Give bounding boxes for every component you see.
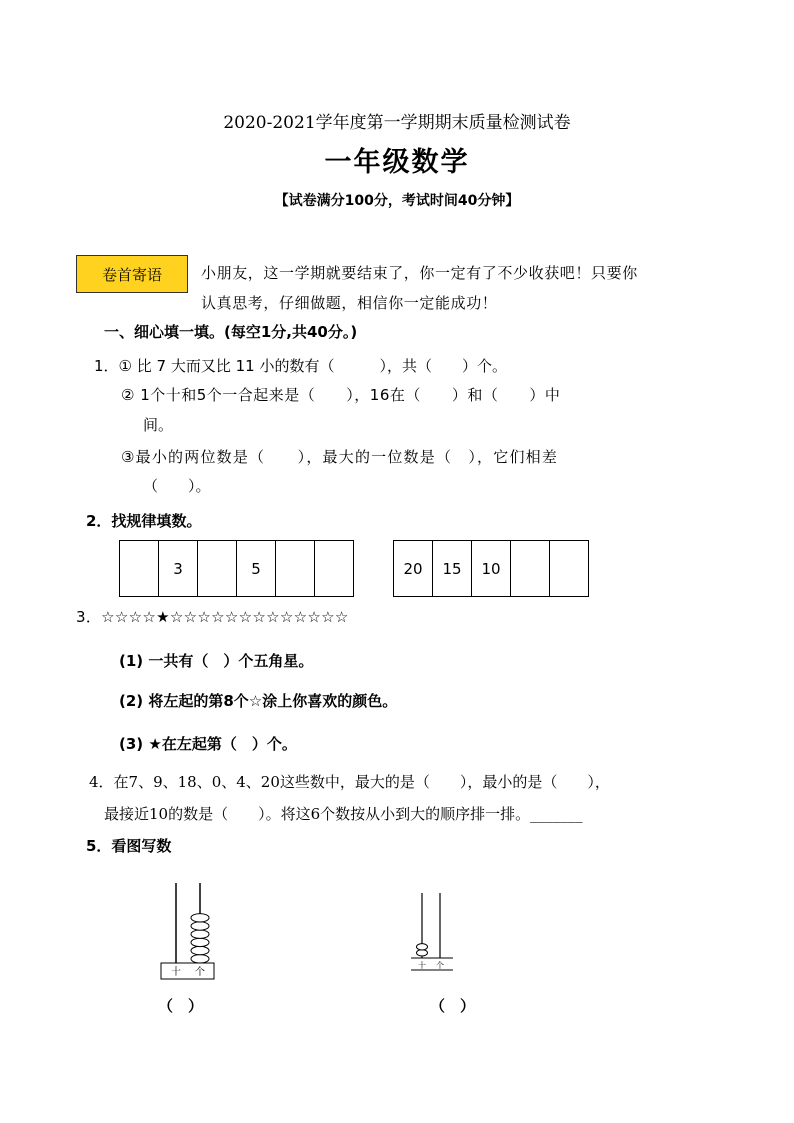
abacus-2	[408, 890, 458, 980]
sequence-cell: 15	[433, 541, 472, 597]
subject-title: 一年级数学	[324, 147, 470, 178]
sequence-cell[interactable]	[550, 541, 589, 597]
abacus-1	[160, 880, 220, 985]
sequence-cell[interactable]	[120, 541, 159, 597]
sequence-cell: 3	[159, 541, 198, 597]
sequence-table-right	[393, 540, 589, 597]
abacus-bead	[417, 950, 428, 956]
sequence-cell[interactable]	[315, 541, 354, 597]
q4-line-1: 4．在7、9、18、0、4、20这些数中，最大的是（ ），最小的是（ ），	[89, 773, 610, 791]
q1-c-line2: （ ）。	[143, 477, 211, 495]
abacus-bead	[191, 914, 209, 922]
q2-label: 2．找规律填数。	[86, 512, 202, 530]
sequence-table-left	[119, 540, 354, 597]
abacus-bead	[191, 930, 209, 938]
abacus-bead	[191, 938, 209, 946]
abacus-bead	[191, 922, 209, 930]
abacus-1-answer: （ ）	[158, 997, 204, 1015]
abacus-bead	[191, 955, 209, 963]
preface-line-2: 认真思考，仔细做题，相信你一定能成功！	[201, 294, 498, 312]
section-1-title: 一、细心填一填。(每空1分,共40分。)	[104, 323, 358, 341]
q1-a: 1．① 比 7 大而又比 11 小的数有（ ），共（ ）个。	[94, 357, 507, 375]
q3-sub-3: (3) ★在左起第（ ）个。	[119, 735, 297, 753]
preface-line-1: 小朋友，这一学期就要结束了，你一定有了不少收获吧！只要你	[201, 264, 638, 282]
abacus-2-graphic	[411, 893, 453, 970]
exam-title: 2020-2021学年度第一学期期末质量检测试卷	[223, 113, 571, 133]
abacus-2-answer: （ ）	[430, 997, 476, 1015]
sequence-cell: 5	[237, 541, 276, 597]
q4-line-2: 最接近10的数是（ ）。将这6个数按从小到大的顺序排一排。_______	[104, 805, 583, 823]
abacus-base	[161, 963, 214, 979]
sequence-cell[interactable]	[511, 541, 550, 597]
q1-b-line2: 间。	[143, 416, 174, 434]
abacus-bead	[191, 946, 209, 954]
abacus-bead	[417, 944, 428, 950]
abacus-1-graphic	[161, 883, 214, 979]
q3-sub-1: (1) 一共有（ ）个五角星。	[119, 652, 314, 670]
q3-stars: 3．☆☆☆☆★☆☆☆☆☆☆☆☆☆☆☆☆☆	[76, 608, 349, 626]
sequence-cell[interactable]	[198, 541, 237, 597]
q3-sub-2: (2) 将左起的第8个☆涂上你喜欢的颜色。	[119, 692, 398, 710]
abacus-one-label: 个	[195, 967, 205, 978]
q1-c-line1: ③最小的两位数是（ ），最大的一位数是（ ），它们相差	[121, 448, 559, 466]
q5-label: 5．看图写数	[86, 837, 172, 855]
sequence-cell: 20	[394, 541, 433, 597]
abacus-ten-label: 十	[171, 967, 181, 978]
preface-label: 卷首寄语	[76, 255, 188, 293]
sequence-cell[interactable]	[276, 541, 315, 597]
q1-b-line1: ② 1个十和5个一合起来是（ ），16在（ ）和（ ）中	[121, 386, 561, 404]
sequence-cell: 10	[472, 541, 511, 597]
abacus-one-label: 个	[436, 961, 444, 970]
abacus-ten-label: 十	[418, 961, 426, 970]
exam-info: 【试卷满分100分，考试时间40分钟】	[274, 193, 520, 209]
